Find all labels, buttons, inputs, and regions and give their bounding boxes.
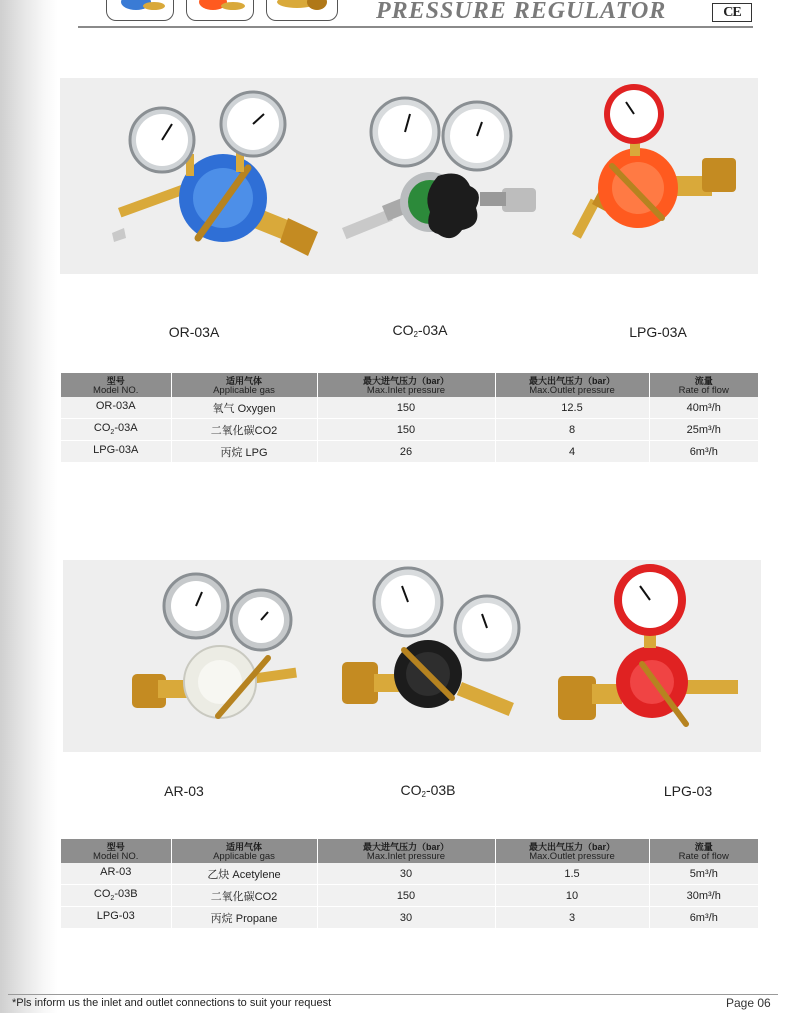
cell-inlet: 150: [317, 397, 495, 419]
header-thumbnail-2: [186, 0, 254, 21]
model-label-lpg-03a: LPG-03A: [629, 324, 687, 340]
cell-flow: 40m³/h: [649, 397, 758, 419]
cell-outlet: 10: [495, 885, 649, 907]
cell-gas: 乙炔 Acetylene: [171, 863, 317, 885]
cell-outlet: 1.5: [495, 863, 649, 885]
header-flow: 流量 Rate of flow: [649, 839, 758, 863]
model-label-or-03a: OR-03A: [168, 324, 220, 340]
model-label-lpg-03: LPG-03: [663, 783, 713, 799]
cell-inlet: 30: [317, 907, 495, 929]
model-label-co2-03a: $CO_2-03A$: [392, 322, 448, 339]
cell-model: $CO_2-03A$: [61, 419, 171, 441]
lpg-regulator-orange-image: [562, 84, 742, 269]
table-row: [61, 441, 758, 463]
cell-model: OR-03A: [61, 397, 171, 419]
cell-gas: 丙烷 Propane: [171, 907, 317, 929]
cell-outlet: 12.5: [495, 397, 649, 419]
table-row: [61, 397, 758, 419]
co2-03b-regulator-image: [340, 566, 530, 734]
page-binding-shadow: [0, 0, 58, 1013]
table-header-row: [61, 373, 758, 397]
spec-table-group1: [61, 373, 758, 463]
header-model: 型号 Model NO.: [61, 839, 171, 863]
spec-table-group2: [61, 839, 758, 929]
header-inlet: 最大进气压力（bar） Max.Inlet pressure: [317, 839, 495, 863]
cell-inlet: 30: [317, 863, 495, 885]
title-underline: [78, 26, 753, 28]
header-outlet: 最大出气压力（bar） Max.Outlet pressure: [495, 839, 649, 863]
cell-gas: 丙烷 LPG: [171, 441, 317, 463]
cell-outlet: 4: [495, 441, 649, 463]
model-label-co2-03b: $CO_2-03B$: [400, 782, 456, 799]
header-thumbnail-3: [266, 0, 338, 21]
cell-model: AR-03: [61, 863, 171, 885]
ce-certification-mark: CE: [712, 3, 752, 22]
header-inlet: 最大进气压力（bar） Max.Inlet pressure: [317, 373, 495, 397]
cell-flow: 25m³/h: [649, 419, 758, 441]
cell-flow: 5m³/h: [649, 863, 758, 885]
cell-gas: 氧气 Oxygen: [171, 397, 317, 419]
co2-regulator-image: [330, 92, 550, 262]
header-gas: 适用气体 Applicable gas: [171, 373, 317, 397]
header-outlet: 最大出气压力（bar） Max.Outlet pressure: [495, 373, 649, 397]
acetylene-regulator-image: [128, 570, 308, 735]
cell-inlet: 150: [317, 419, 495, 441]
footer-note: *Pls inform us the inlet and outlet connections to suit your request: [12, 997, 332, 1009]
cell-outlet: 8: [495, 419, 649, 441]
header-gas: 适用气体 Applicable gas: [171, 839, 317, 863]
cell-model: $CO_2-03B$: [61, 885, 171, 907]
cell-outlet: 3: [495, 907, 649, 929]
table-header-row: [61, 839, 758, 863]
header-thumbnail-1: [106, 0, 174, 21]
cell-inlet: 26: [317, 441, 495, 463]
table-row: [61, 863, 758, 885]
footer-divider: [8, 994, 778, 995]
cell-gas: 二氧化碳CO2: [171, 419, 317, 441]
cell-model: LPG-03: [61, 907, 171, 929]
header-flow: 流量 Rate of flow: [649, 373, 758, 397]
cell-model: LPG-03A: [61, 441, 171, 463]
table-row: [61, 419, 758, 441]
cell-flow: 6m³/h: [649, 907, 758, 929]
cell-inlet: 150: [317, 885, 495, 907]
page-number: Page 06: [726, 996, 771, 1010]
header-model: 型号 Model NO.: [61, 373, 171, 397]
cell-flow: 6m³/h: [649, 441, 758, 463]
oxygen-regulator-image: [108, 88, 328, 263]
model-label-ar-03: AR-03: [164, 783, 204, 799]
cell-flow: 30m³/h: [649, 885, 758, 907]
table-row: [61, 907, 758, 929]
table-row: [61, 885, 758, 907]
cell-gas: 二氧化碳CO2: [171, 885, 317, 907]
page-title: PRESSURE REGULATOR: [376, 0, 667, 24]
lpg-03-regulator-image: [556, 564, 746, 734]
